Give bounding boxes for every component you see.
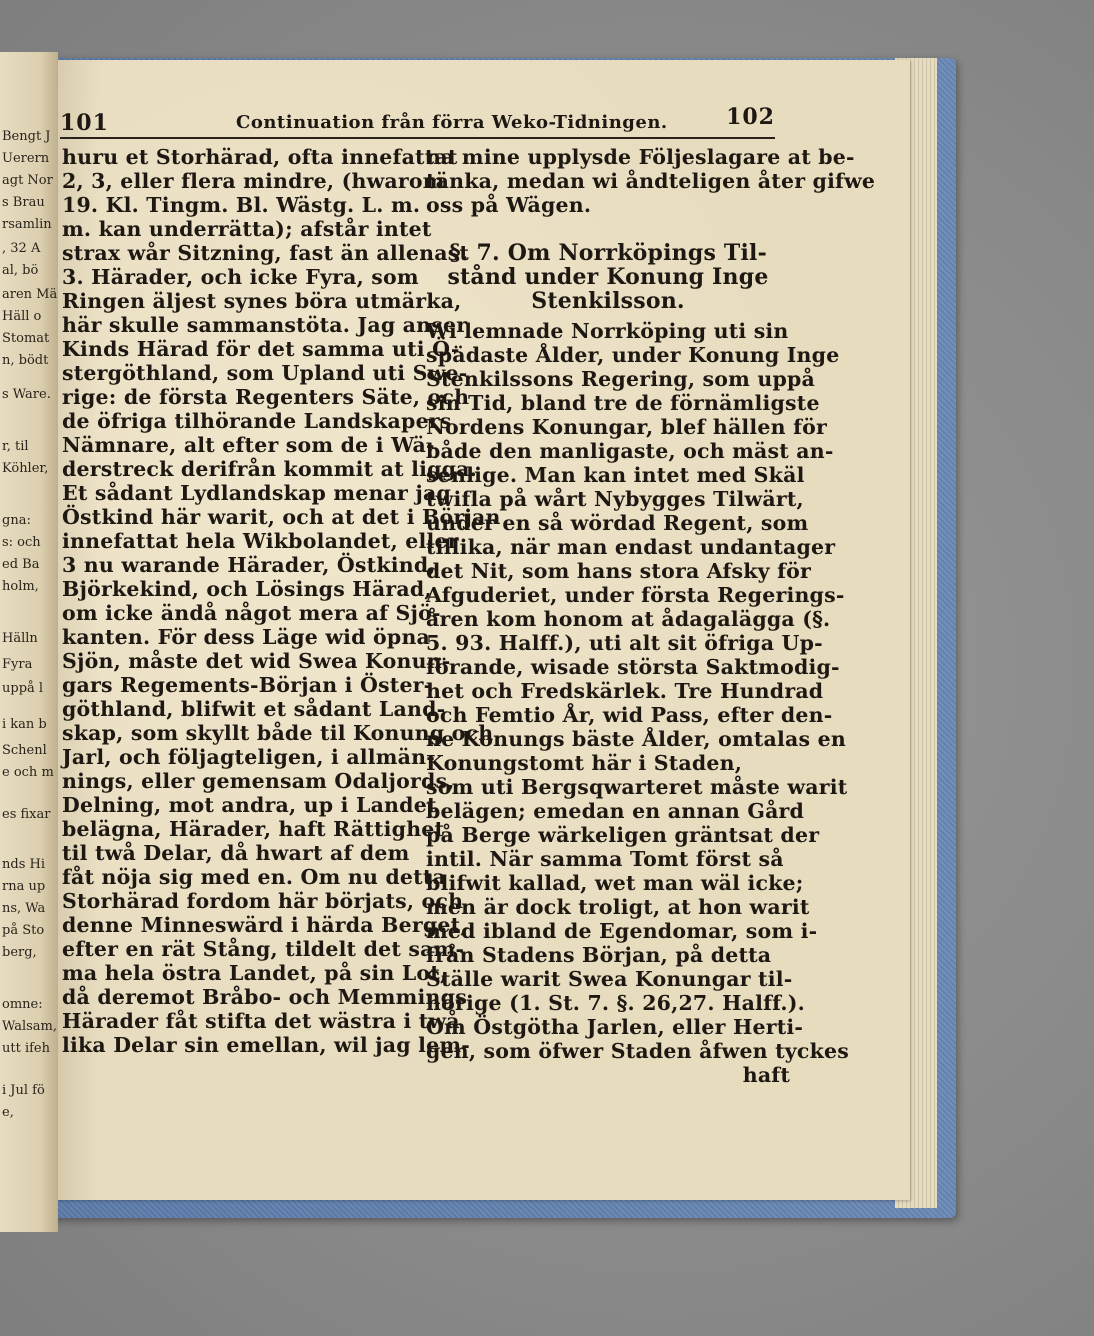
previous-page-text: uppå l <box>2 681 44 696</box>
section-title-line: §. 7. Om Norrköpings Til- <box>449 240 767 266</box>
previous-page-text: Fyra <box>2 657 33 672</box>
text-line: 2, 3, eller flera mindre, (hwarom <box>62 169 445 193</box>
previous-page-text: agt Nor <box>2 173 53 188</box>
text-line: fåt nöja sig med en. Om nu detta <box>62 865 446 889</box>
text-line: hörige (1. St. 7. §. 26,27. Halff.). <box>426 991 805 1015</box>
previous-page-text: aren Mä <box>2 287 58 302</box>
text-line: Storhärad fordom här börjats, och <box>62 889 464 913</box>
text-line: 5. 93. Halff.), uti alt sit öfriga Up- <box>426 631 823 655</box>
text-line: göthland, blifwit et sådant Land- <box>62 697 446 721</box>
text-line: Östkind här warit, och at det i Början <box>62 505 501 529</box>
text-line: til twå Delar, då hwart af dem <box>62 841 410 865</box>
text-line: ne Konungs bäste Ålder, omtalas en <box>426 727 846 751</box>
text-line: åren kom honom at ådagalägga (§. <box>426 607 831 631</box>
text-line: men är dock troligt, at hon warit <box>426 895 810 919</box>
text-line: innefattat hela Wikbolandet, eller <box>62 529 459 553</box>
text-line: Jarl, och följagteligen, i allmän- <box>62 745 435 769</box>
previous-page-text: Schenl <box>2 743 47 758</box>
page-number-left: 101 <box>60 110 109 136</box>
text-line: Afguderiet, under första Regerings- <box>426 583 845 607</box>
text-line: 3. Härader, och icke Fyra, som <box>62 265 419 289</box>
page-number-right: 102 <box>726 104 775 130</box>
catchword: haft <box>742 1063 790 1087</box>
previous-page-text: rna up <box>2 879 46 894</box>
text-line: belägna, Härader, haft Rättighet <box>62 817 445 841</box>
text-line: Ställe warit Swea Konungar til- <box>426 967 793 991</box>
text-line: tillika, när man endast undantager <box>426 535 836 559</box>
previous-page-text: e, <box>2 1105 14 1120</box>
previous-page-text: e och m <box>2 765 54 780</box>
header-rule <box>60 137 775 139</box>
text-line: nings, eller gemensam Odaljords, <box>62 769 455 793</box>
previous-page-text: ed Ba <box>2 557 40 572</box>
text-line: och Femtio År, wid Pass, efter den- <box>426 703 833 727</box>
text-line: denne Minneswärd i härda Berget, <box>62 913 468 937</box>
previous-page-text: al, bö <box>2 263 39 278</box>
text-line: Delning, mot andra, up i Landet <box>62 793 437 817</box>
previous-page-text: s Ware. <box>2 387 51 402</box>
running-title: Continuation från förra Weko-Tidningen. <box>236 112 668 133</box>
previous-page-text: , 32 A <box>2 241 41 256</box>
text-line: derstreck derifrån kommit at ligga. <box>62 457 477 481</box>
text-line: Nordens Konungar, blef hällen för <box>426 415 827 439</box>
text-line: na mine upplysde Följeslagare at be- <box>426 145 855 169</box>
text-line: senlige. Man kan intet med Skäl <box>426 463 805 487</box>
previous-page-text: i Jul fö <box>2 1083 45 1098</box>
text-line: huru et Storhärad, ofta innefattat <box>62 145 458 169</box>
text-line: både den manligaste, och mäst an- <box>426 439 834 463</box>
previous-page-text: rsamlin <box>2 217 52 232</box>
text-line: Stenkilssons Regering, som uppå <box>426 367 815 391</box>
text-line: Wi lemnade Norrköping uti sin <box>426 319 789 343</box>
previous-page-fragment <box>0 52 58 1232</box>
text-line: då deremot Bråbo- och Memmings <box>62 985 467 1009</box>
left-text-column <box>62 145 501 1057</box>
text-line: från Stadens Början, på detta <box>426 943 772 967</box>
text-line: het och Fredskärlek. Tre Hundrad <box>426 679 824 703</box>
previous-page-text: Uerern <box>2 151 50 166</box>
text-line: Et sådant Lydlandskap menar jag <box>62 481 452 505</box>
text-line: m. kan underrätta); afstår intet <box>62 217 432 241</box>
text-line: som uti Bergsqwarteret måste warit <box>426 775 848 799</box>
text-line: gars Regements-Början i Öster- <box>62 673 433 697</box>
text-line: Björkekind, och Lösings Härad, <box>62 577 432 601</box>
text-line: efter en rät Stång, tildelt det sam- <box>62 937 465 961</box>
text-line: gen, som öfwer Staden åfwen tyckes <box>426 1039 849 1063</box>
section-gap <box>426 217 790 241</box>
text-line: strax wår Sitzning, fast än allenast <box>62 241 470 265</box>
text-line: 3 nu warande Härader, Östkind, <box>62 553 436 577</box>
text-line: förande, wisade största Saktmodig- <box>426 655 840 679</box>
section-title-line: stånd under Konung Inge <box>447 264 769 290</box>
previous-page-text: Hälln <box>2 631 38 646</box>
previous-page-text: es fixar <box>2 807 51 822</box>
text-line: twifla på wårt Nybygges Tilwärt, <box>426 487 804 511</box>
text-line: här skulle sammanstöta. Jag anser <box>62 313 468 337</box>
text-line: rige: de första Regenters Säte, och <box>62 385 470 409</box>
previous-page-text: s: och <box>2 535 41 550</box>
previous-page-text: r, til <box>2 439 29 454</box>
previous-page-text: Köhler, <box>2 461 49 476</box>
previous-page-text: berg, <box>2 945 37 960</box>
text-line: om icke ändå något mera af Sjö- <box>62 601 441 625</box>
text-line: under en så wördad Regent, som <box>426 511 809 535</box>
text-line: Ringen äljest synes böra utmärka, <box>62 289 462 313</box>
previous-page-text: utt ifeh <box>2 1041 50 1056</box>
previous-page-text: Bengt J <box>2 129 51 144</box>
text-line: på Berge wärkeligen gräntsat der <box>426 823 820 847</box>
text-line: Om Östgötha Jarlen, eller Herti- <box>426 1015 804 1039</box>
previous-page-text: gna: <box>2 513 31 528</box>
previous-page-text: n, bödt <box>2 353 49 368</box>
section-title-line: Stenkilsson. <box>531 288 685 314</box>
previous-page-text: Häll o <box>2 309 42 324</box>
previous-page-text: s Brau <box>2 195 45 210</box>
previous-page-text: holm, <box>2 579 39 594</box>
text-line: spädaste Ålder, under Konung Inge <box>426 343 840 367</box>
text-line: Härader fåt stifta det wästra i twå <box>62 1009 460 1033</box>
text-line: intil. När samma Tomt först så <box>426 847 784 871</box>
text-line: med ibland de Egendomar, som i- <box>426 919 818 943</box>
text-line: lika Delar sin emellan, wil jag lem- <box>62 1033 470 1057</box>
previous-page-text: omne: <box>2 997 43 1012</box>
previous-page-text: på Sto <box>2 923 45 938</box>
text-line: 19. Kl. Tingm. Bl. Wästg. L. m. <box>62 193 421 217</box>
previous-page-text: Walsam, <box>2 1019 58 1034</box>
text-line: det Nit, som hans stora Afsky för <box>426 559 812 583</box>
text-line: skap, som skyllt både til Konung och <box>62 721 494 745</box>
previous-page-text: i kan b <box>2 717 47 732</box>
text-line: de öfriga tilhörande Landskapers <box>62 409 452 433</box>
right-text-column <box>426 145 876 1087</box>
text-line: Konungstomt här i Staden, <box>426 751 743 775</box>
previous-page-text: nds Hi <box>2 857 45 872</box>
text-line: blifwit kallad, wet man wäl icke; <box>426 871 804 895</box>
text-line: Nämnare, alt efter som de i Wä- <box>62 433 435 457</box>
text-line: oss på Wägen. <box>426 193 592 217</box>
text-line: stergöthland, som Upland uti Swe- <box>62 361 468 385</box>
text-line: Kinds Härad för det samma uti Ö- <box>62 337 460 361</box>
text-line: Sjön, måste det wid Swea Konun- <box>62 649 451 673</box>
text-line: tänka, medan wi åndteligen åter gifwe <box>426 169 876 193</box>
previous-page-text: Stomat <box>2 331 50 346</box>
text-line: sin Tid, bland tre de förnämligste <box>426 391 820 415</box>
previous-page-text: ns, Wa <box>2 901 46 916</box>
text-line: belägen; emedan en annan Gård <box>426 799 805 823</box>
text-line: kanten. För dess Läge wid öpna <box>62 625 431 649</box>
text-line: ma hela östra Landet, på sin Lot, <box>62 961 448 985</box>
page-header <box>60 104 775 138</box>
